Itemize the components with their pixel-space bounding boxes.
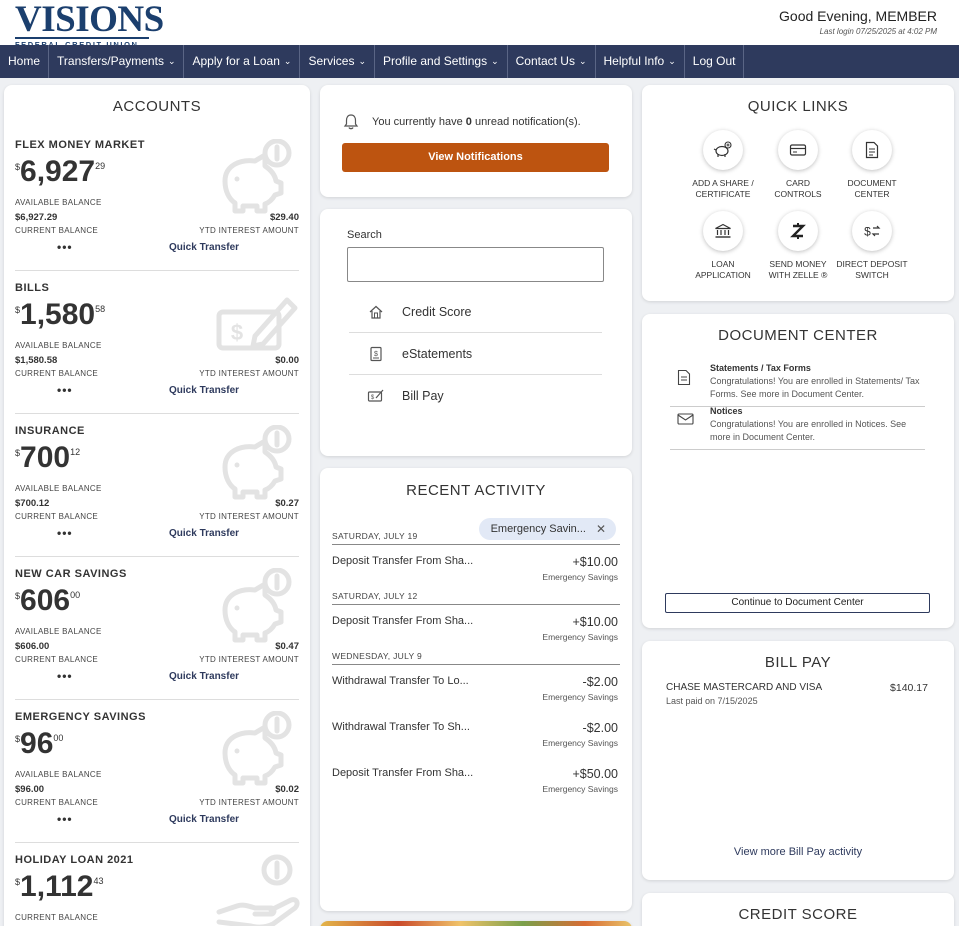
current-balance-value: $96.00 [15, 784, 45, 795]
nav-label: Home [8, 54, 41, 68]
available-balance [15, 441, 80, 475]
account-tile[interactable] [15, 282, 299, 412]
transaction-account: Emergency Savings [542, 632, 618, 642]
house-icon [349, 304, 402, 320]
more-options-icon[interactable]: ••• [57, 240, 73, 254]
piggy-plus-icon [713, 141, 733, 159]
transaction-row[interactable] [332, 675, 620, 705]
piggy-bank-icon [215, 711, 301, 787]
quick-links-title: QUICK LINKS [747, 98, 849, 115]
chevron-down-icon: ⌄ [578, 56, 587, 66]
recent-activity-title: RECENT ACTIVITY [406, 482, 546, 499]
ql-line2: WITH ZELLE ® [768, 270, 828, 280]
available-balance [15, 155, 105, 189]
transaction-row[interactable] [332, 721, 620, 751]
bill-pay-payee[interactable]: CHASE MASTERCARD AND VISA [666, 682, 823, 693]
nav-label: Contact Us [515, 54, 575, 68]
quick-link-label [758, 259, 838, 281]
nav-home[interactable] [0, 45, 49, 78]
piggy-bank-icon [215, 425, 301, 501]
quick-link-direct-deposit-switch[interactable] [832, 211, 912, 281]
current-balance-value: $606.00 [15, 641, 50, 652]
transaction-amount: -$2.00 [582, 721, 618, 735]
notif-count: 0 [465, 116, 472, 128]
nav-profile-settings[interactable] [375, 45, 508, 78]
account-name: BILLS [15, 282, 50, 294]
transaction-account: Emergency Savings [542, 784, 618, 794]
quick-transfer-link[interactable]: Quick Transfer [169, 242, 240, 253]
account-name: FLEX MONEY MARKET [15, 139, 145, 151]
nav-label: Profile and Settings [383, 54, 488, 68]
piggy-bank-icon [215, 568, 301, 644]
credit-score-card [642, 893, 954, 926]
search-input[interactable] [347, 247, 604, 282]
account-name: INSURANCE [15, 425, 85, 437]
bank-icon [714, 223, 732, 239]
balance-whole: 1,112 [20, 870, 94, 903]
transaction-amount: +$50.00 [572, 767, 618, 781]
current-balance-label: CURRENT BALANCE [15, 226, 99, 235]
link-bill-pay[interactable] [349, 375, 602, 417]
close-icon[interactable]: ✕ [595, 522, 606, 536]
ql-line1: ADD A SHARE / [692, 178, 754, 188]
quick-transfer-link[interactable]: Quick Transfer [169, 814, 240, 825]
quick-link-zelle[interactable] [758, 211, 838, 281]
available-balance-label: AVAILABLE BALANCE [15, 770, 102, 779]
view-notifications-button[interactable]: View Notifications [342, 143, 609, 172]
nav-transfers-payments[interactable] [49, 45, 184, 78]
ytd-interest-label: YTD INTEREST AMOUNT [199, 655, 299, 664]
search-label: Search [347, 229, 382, 241]
ytd-interest-label: YTD INTEREST AMOUNT [199, 369, 299, 378]
balance-cents: 00 [53, 733, 64, 743]
account-tile[interactable] [15, 568, 299, 698]
ytd-interest-label: YTD INTEREST AMOUNT [199, 226, 299, 235]
account-name: EMERGENCY SAVINGS [15, 711, 146, 723]
transaction-amount: -$2.00 [582, 675, 618, 689]
account-name: HOLIDAY LOAN 2021 [15, 854, 134, 866]
visions-logo[interactable] [15, 0, 164, 49]
quick-transfer-link[interactable]: Quick Transfer [169, 528, 240, 539]
ql-line2: CENTER [854, 189, 890, 199]
ql-line1: SEND MONEY [769, 259, 827, 269]
promo-banner-image[interactable] [320, 921, 632, 926]
svg-text:$: $ [864, 224, 871, 239]
accounts-card [4, 85, 310, 926]
balance-cents: 58 [95, 304, 106, 314]
available-balance-label: AVAILABLE BALANCE [15, 627, 102, 636]
doc-item-statements[interactable] [670, 363, 925, 407]
transaction-row[interactable] [332, 767, 620, 797]
main-nav [0, 45, 959, 78]
bill-pay-card [642, 641, 954, 880]
bill-pay-amount: $140.17 [890, 682, 928, 694]
available-balance-label: AVAILABLE BALANCE [15, 341, 102, 350]
balance-whole: 96 [20, 727, 54, 760]
notif-suffix: unread notification(s). [471, 116, 581, 128]
balance-cents: 12 [70, 447, 81, 457]
doc-item-title: Notices [710, 406, 743, 416]
quick-link-label [683, 259, 763, 281]
nav-label: Log Out [692, 54, 736, 68]
accounts-title: ACCOUNTS [112, 98, 202, 115]
currency-symbol: $ [15, 877, 21, 887]
piggy-bank-icon [215, 139, 301, 215]
chevron-down-icon: ⌄ [358, 56, 366, 66]
link-credit-score[interactable] [349, 291, 602, 333]
view-more-bill-pay-link[interactable]: View more Bill Pay activity [733, 846, 863, 858]
current-balance-value: $6,927.29 [15, 212, 58, 223]
chevron-down-icon: ⌄ [167, 56, 176, 66]
account-divider [15, 842, 299, 843]
link-estatements[interactable] [349, 333, 602, 375]
svg-text:$: $ [370, 395, 374, 401]
current-balance-label: CURRENT BALANCE [15, 369, 99, 378]
quick-link-document-center[interactable] [832, 130, 912, 200]
ql-line2: SWITCH [855, 270, 889, 280]
ytd-interest-label: YTD INTEREST AMOUNT [199, 798, 299, 807]
link-label: eStatements [402, 346, 473, 361]
transaction-account: Emergency Savings [542, 572, 618, 582]
current-balance-label: CURRENT BALANCE [15, 913, 99, 922]
dollar-switch-icon [863, 223, 881, 239]
nav-services[interactable] [300, 45, 375, 78]
nav-label: Apply for a Loan [192, 54, 280, 68]
bell-icon [342, 113, 360, 131]
zelle-icon [790, 222, 806, 240]
account-tile[interactable] [15, 711, 299, 841]
quick-transfer-link[interactable]: Quick Transfer [169, 385, 240, 396]
account-tile[interactable] [15, 139, 299, 269]
notifications-card [320, 85, 632, 197]
balance-whole: 1,580 [20, 298, 96, 331]
activity-date-header: SATURDAY, JULY 12 [332, 591, 620, 605]
more-options-icon[interactable]: ••• [57, 812, 73, 826]
balance-whole: 606 [20, 584, 71, 617]
ql-line1: DIRECT DEPOSIT [836, 259, 908, 269]
document-icon [677, 369, 691, 386]
transaction-account: Emergency Savings [542, 738, 618, 748]
quick-transfer-link[interactable]: Quick Transfer [169, 671, 240, 682]
current-balance-label: CURRENT BALANCE [15, 798, 99, 807]
account-tile[interactable] [15, 854, 299, 926]
ytd-interest-value: $29.40 [269, 212, 299, 223]
nav-contact-us[interactable] [508, 45, 596, 78]
quick-link-label [683, 178, 763, 200]
link-label: Bill Pay [402, 389, 444, 403]
account-divider [15, 699, 299, 700]
greeting-text: Good Evening, MEMBER [779, 8, 937, 24]
balance-whole: 6,927 [20, 155, 96, 188]
chevron-down-icon: ⌄ [668, 56, 676, 66]
transaction-row[interactable] [332, 555, 620, 585]
balance-cents: 00 [70, 590, 81, 600]
quick-link-loan-application[interactable] [683, 211, 763, 281]
chevron-down-icon: ⌄ [491, 56, 499, 66]
currency-symbol: $ [15, 448, 21, 458]
nav-apply-for-loan[interactable] [184, 45, 300, 78]
available-balance [15, 727, 63, 761]
continue-document-center-button[interactable]: Continue to Document Center [665, 593, 930, 613]
activity-date-header: SATURDAY, JULY 19 [332, 531, 620, 545]
notification-status [372, 116, 581, 128]
ytd-interest-value: $0.02 [275, 784, 299, 795]
available-balance-label: AVAILABLE BALANCE [15, 198, 102, 207]
document-icon [865, 141, 879, 159]
balance-cents: 29 [95, 161, 106, 171]
ytd-interest-value: $0.47 [275, 641, 299, 652]
transaction-account: Emergency Savings [542, 692, 618, 702]
currency-symbol: $ [15, 734, 21, 744]
ql-line1: DOCUMENT [847, 178, 897, 188]
nav-label: Helpful Info [603, 54, 665, 68]
current-balance-label: CURRENT BALANCE [15, 655, 99, 664]
notif-prefix: You currently have [372, 116, 466, 128]
available-balance [15, 584, 80, 618]
balance-cents: 43 [93, 876, 104, 886]
card-icon [789, 143, 807, 157]
currency-symbol: $ [15, 305, 21, 315]
document-center-title: DOCUMENT CENTER [718, 327, 878, 344]
ql-line1: CARD [785, 178, 811, 188]
more-options-icon[interactable]: ••• [57, 383, 73, 397]
more-options-icon[interactable]: ••• [57, 669, 73, 683]
nav-log-out[interactable] [685, 45, 745, 78]
ytd-interest-value: $0.27 [275, 498, 299, 509]
transaction-row[interactable] [332, 615, 620, 645]
transaction-description: Deposit Transfer From Sha... [332, 555, 474, 567]
ql-line2: APPLICATION [695, 270, 751, 280]
chip-label: Emergency Savin... [490, 523, 586, 535]
account-divider [15, 556, 299, 557]
quick-link-label [832, 178, 912, 200]
logo-main-text: VISIONS [15, 0, 164, 40]
search-card [320, 209, 632, 456]
ytd-interest-value: $0.00 [275, 355, 299, 366]
current-balance-value: $700.12 [15, 498, 50, 509]
recent-activity-card [320, 468, 632, 911]
more-options-icon[interactable]: ••• [57, 526, 73, 540]
ql-line2: CERTIFICATE [695, 189, 751, 199]
balance-whole: 700 [20, 441, 71, 474]
current-balance-label: CURRENT BALANCE [15, 512, 99, 521]
quick-link-add-share[interactable] [683, 130, 763, 200]
check-writing-icon [215, 282, 301, 358]
nav-label: Transfers/Payments [57, 54, 164, 68]
account-divider [15, 413, 299, 414]
available-balance [15, 870, 103, 904]
account-divider [15, 270, 299, 271]
hand-coin-icon [215, 854, 301, 926]
doc-item-notices[interactable] [670, 406, 925, 450]
check-icon [349, 388, 402, 404]
ql-line2: CONTROLS [774, 189, 822, 199]
currency-symbol: $ [15, 591, 21, 601]
quick-link-label [758, 178, 838, 200]
chevron-down-icon: ⌄ [283, 56, 292, 66]
statement-icon [349, 346, 402, 362]
svg-text:$: $ [373, 350, 378, 358]
available-balance [15, 298, 105, 332]
doc-item-desc: Congratulations! You are enrolled in Statements/ Tax Forms. See more in Document Center. [710, 376, 920, 399]
credit-score-title: CREDIT SCORE [738, 906, 858, 923]
ql-line1: LOAN [711, 259, 735, 269]
transaction-amount: +$10.00 [572, 555, 618, 569]
ytd-interest-label: YTD INTEREST AMOUNT [199, 512, 299, 521]
quick-link-card-controls[interactable] [758, 130, 838, 200]
nav-helpful-info[interactable] [596, 45, 685, 78]
account-tile[interactable] [15, 425, 299, 555]
bill-pay-last-paid: Last paid on 7/15/2025 [666, 696, 758, 706]
doc-item-title: Statements / Tax Forms [710, 363, 811, 373]
envelope-icon [677, 412, 694, 426]
nav-label: Services [308, 54, 355, 68]
activity-date-header: WEDNESDAY, JULY 9 [332, 651, 620, 665]
transaction-description: Deposit Transfer From Sha... [332, 615, 474, 627]
doc-item-desc: Congratulations! You are enrolled in Notices. See more in Document Center. [710, 419, 907, 442]
transaction-description: Deposit Transfer From Sha... [332, 767, 474, 779]
link-label: Credit Score [402, 304, 472, 319]
bill-pay-title: BILL PAY [764, 654, 832, 671]
transaction-description: Withdrawal Transfer To Lo... [332, 675, 469, 687]
currency-symbol: $ [15, 162, 21, 172]
current-balance-value: $1,580.58 [15, 355, 58, 366]
available-balance-label: AVAILABLE BALANCE [15, 484, 102, 493]
quick-links-card [642, 85, 954, 301]
account-name: NEW CAR SAVINGS [15, 568, 127, 580]
top-header [0, 0, 959, 45]
quick-link-label [832, 259, 912, 281]
last-login-text: Last login 07/25/2025 at 4:02 PM [819, 27, 937, 36]
transaction-amount: +$10.00 [572, 615, 618, 629]
svg-text:$: $ [230, 320, 244, 345]
transaction-description: Withdrawal Transfer To Sh... [332, 721, 470, 733]
document-center-card [642, 314, 954, 628]
